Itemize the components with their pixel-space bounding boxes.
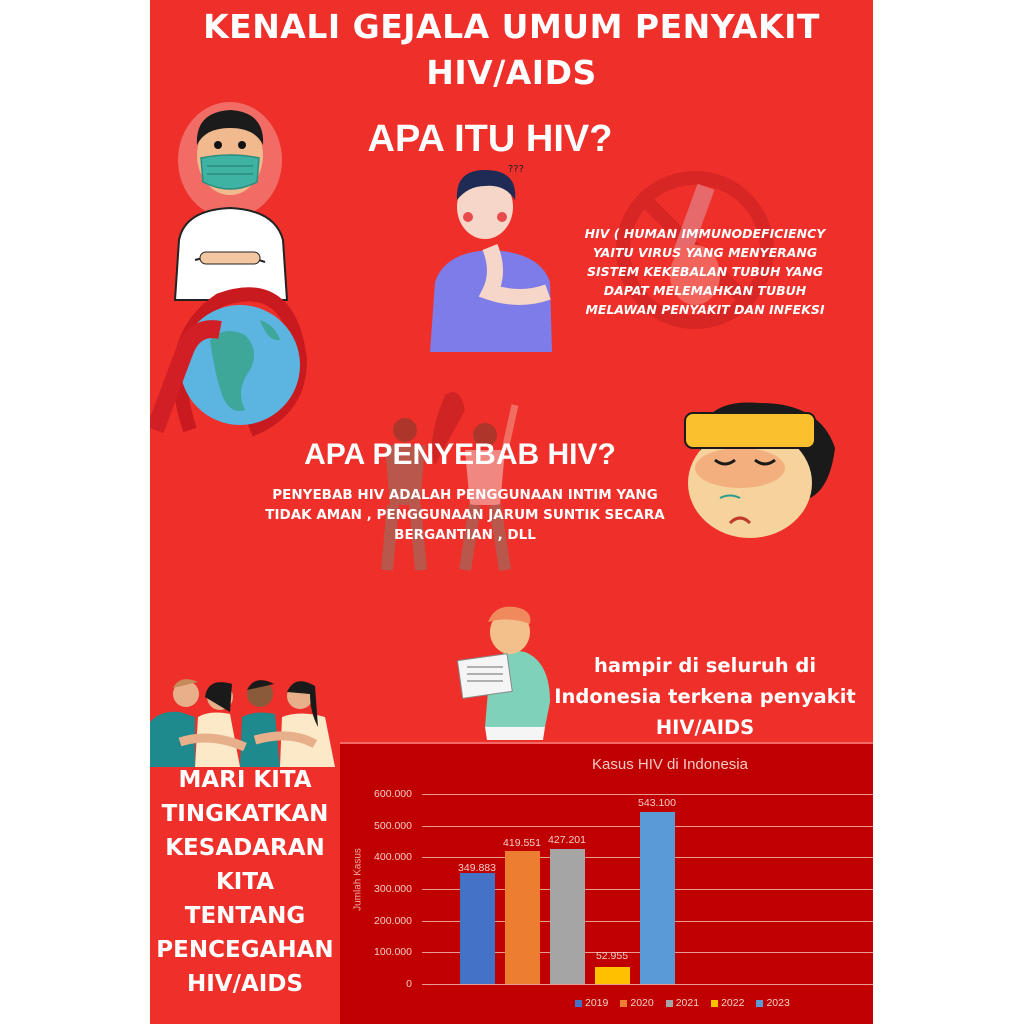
hiv-cause-text xyxy=(230,485,700,545)
bar-label-2019: 349.883 xyxy=(458,862,496,874)
cta-line: PENCEGAHAN xyxy=(156,937,334,963)
bar-2019 xyxy=(460,873,495,984)
cta-line: KESADARAN xyxy=(165,835,325,861)
chart-plot-area xyxy=(374,788,873,990)
hiv-definition-line: HIV ( HUMAN IMMUNODEFICIENCY xyxy=(584,226,826,241)
legend-swatch xyxy=(666,1000,673,1007)
cta-line: KITA xyxy=(215,869,275,895)
cta-line: MARI KITA xyxy=(178,767,312,793)
bar-label-2023: 543.100 xyxy=(638,797,676,809)
hiv-definition-line: MELAWAN PENYAKIT DAN INFEKSI xyxy=(585,302,825,317)
gridline xyxy=(422,984,873,985)
poster xyxy=(150,0,873,1024)
globe-ribbon-icon xyxy=(150,280,310,440)
hiv-definition-line: SISTEM KEKEBALAN TUBUH YANG xyxy=(586,264,824,279)
legend-item-2022 xyxy=(711,997,744,1009)
legend-label: 2023 xyxy=(766,997,790,1009)
legend-swatch xyxy=(711,1000,718,1007)
statement-line: Indonesia terkena penyakit xyxy=(554,685,856,708)
legend-swatch xyxy=(620,1000,627,1007)
thinking-man-icon xyxy=(430,162,555,352)
section-heading-what-is-hiv: APA ITU HIV? xyxy=(367,118,613,160)
bar-2023 xyxy=(640,812,675,984)
bar-2021 xyxy=(550,849,585,984)
legend-item-2020 xyxy=(620,997,653,1009)
call-to-action xyxy=(150,763,340,1001)
legend-swatch xyxy=(756,1000,763,1007)
legend-label: 2022 xyxy=(721,997,745,1009)
bar-2022 xyxy=(595,967,630,984)
legend-label: 2021 xyxy=(675,997,700,1009)
svg-text:???: ??? xyxy=(508,164,524,175)
bar-label-2020: 419.551 xyxy=(503,837,541,849)
y-tick: 100.000 xyxy=(374,946,412,959)
legend-swatch xyxy=(575,1000,582,1007)
reading-person-icon xyxy=(455,602,555,742)
hiv-definition xyxy=(550,224,860,319)
hiv-definition-line: DAPAT MELEMAHKAN TUBUH xyxy=(603,283,807,298)
bar-label-2021: 427.201 xyxy=(548,834,586,846)
bar-2020 xyxy=(505,851,540,984)
legend-item-2021 xyxy=(666,997,699,1009)
statement-line: hampir di seluruh di xyxy=(593,654,817,677)
chart-y-axis-label: Jumlah Kasus xyxy=(352,848,364,911)
title-line-1: KENALI GEJALA UMUM PENYAKIT xyxy=(203,7,820,46)
cta-line: TENTANG xyxy=(184,903,306,929)
y-tick: 600.000 xyxy=(374,788,412,800)
gridline xyxy=(422,794,873,795)
y-tick: 400.000 xyxy=(374,851,412,864)
cta-line: HIV/AIDS xyxy=(186,971,304,997)
legend-item-2023 xyxy=(756,997,789,1009)
section-heading-cause-of-hiv: APA PENYEBAB HIV? xyxy=(304,438,616,471)
hiv-cases-chart xyxy=(340,742,873,1024)
masked-man-icon xyxy=(165,100,295,300)
statement-line: HIV/AIDS xyxy=(655,716,755,739)
hiv-cause-line: BERGANTIAN , DLL xyxy=(394,527,536,543)
hiv-definition-line: YAITU VIRUS YANG MENYERANG xyxy=(592,245,818,260)
couple-ribbon-icon xyxy=(365,385,525,575)
hiv-cause-line: PENYEBAB HIV ADALAH PENGGUNAAN INTIM YANG xyxy=(272,487,658,503)
bar-label-2022: 52.955 xyxy=(595,950,629,962)
y-tick: 300.000 xyxy=(374,883,412,895)
y-tick: 500.000 xyxy=(374,819,412,832)
sick-face-icon xyxy=(680,398,840,543)
y-tick: 0 xyxy=(406,978,412,990)
title-line-2: HIV/AIDS xyxy=(426,53,597,92)
poster-title xyxy=(150,4,873,96)
legend-label: 2019 xyxy=(585,997,609,1009)
y-tick: 200.000 xyxy=(374,914,412,927)
legend-label: 2020 xyxy=(630,997,654,1009)
hiv-cause-line: TIDAK AMAN , PENGGUNAAN JARUM SUNTIK SECARA xyxy=(265,507,665,523)
indonesia-statement xyxy=(545,650,865,743)
group-support-icon xyxy=(150,672,340,767)
chart-legend xyxy=(575,997,790,1009)
legend-item-2019 xyxy=(575,997,608,1009)
chart-title: Kasus HIV di Indonesia xyxy=(592,756,748,773)
cta-line: TINGKATKAN xyxy=(161,801,329,827)
